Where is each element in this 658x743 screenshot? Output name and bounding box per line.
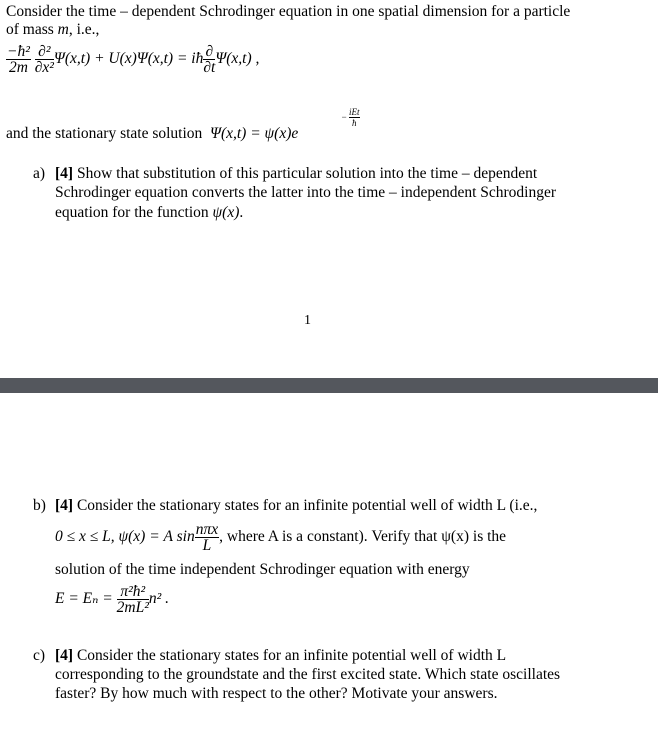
stationary-formula: Ψ(x,t) = ψ(x)e [210,125,299,142]
fraction-hbar-over-2m: $\frac{\text{−ħ²}}{2m}$ [7,43,30,76]
intro-line-1: Consider the time – dependent Schrodinger equation in one spatial dimension for a particle [6,3,571,20]
part-c-label: c) [33,647,46,664]
stationary-state-line: and the stationary state solution Ψ(x,t) = ψ(x)e [6,125,299,142]
fraction-time-derivative: $\frac{\partial}{\partial t}$ [203,43,216,76]
part-c-line-2: corresponding to the groundstate and the first excited state. Which state oscillates [55,666,561,683]
part-a-label: a) [33,165,46,182]
energy-formula: E = Eₙ = $\frac{\text{π²ħ²}}{\text{2mL²}}$ n² . [55,583,170,616]
part-a-line-2: Schrodinger equation converts the latter into the time – independent Schrodinger [55,184,557,201]
fraction-npix-over-l: $\frac{\text{nπx}}{L}$ [195,521,219,554]
page-2 [0,393,658,743]
page-divider [0,378,658,393]
part-b-line-1: [4] Consider the stationary states for an infinite potential well of width L (i.e., [55,497,538,514]
part-b-label: b) [33,497,46,514]
page-number: 1 [304,313,311,328]
part-b-line-2: 0 ≤ x ≤ L, ψ(x) = A sin $\frac{\text{nπx}}{L}$ , where A is a constant). Verify that ψ(x) is the [55,521,507,554]
part-c-line-1: [4] Consider the stationary states for an infinite potential well of width L [55,647,507,664]
part-a-line-1: [4] Show that substitution of this particular solution into the time – dependent [55,165,538,182]
fraction-energy: $\frac{\text{π²ħ²}}{\text{2mL²}}$ [116,583,149,616]
equation-middle: Ψ(x,t) + U(x)Ψ(x,t) = iħ [53,50,204,68]
schrodinger-equation [6,44,259,75]
fraction-second-derivative: $\frac{\text{∂²}}{\text{∂x²}}$ [34,43,54,76]
part-a-line-3: equation for the function ψ(x). [55,204,244,221]
part-b-line-3: solution of the time independent Schrodinger equation with energy [55,561,470,578]
part-c-line-3: faster? By how much with respect to the other? Motivate your answers. [55,685,498,702]
intro-line-2: of mass m, i.e., [6,21,100,38]
exponent-fraction: − iEt ħ [341,107,360,128]
equation-tail: Ψ(x,t) , [215,50,260,68]
